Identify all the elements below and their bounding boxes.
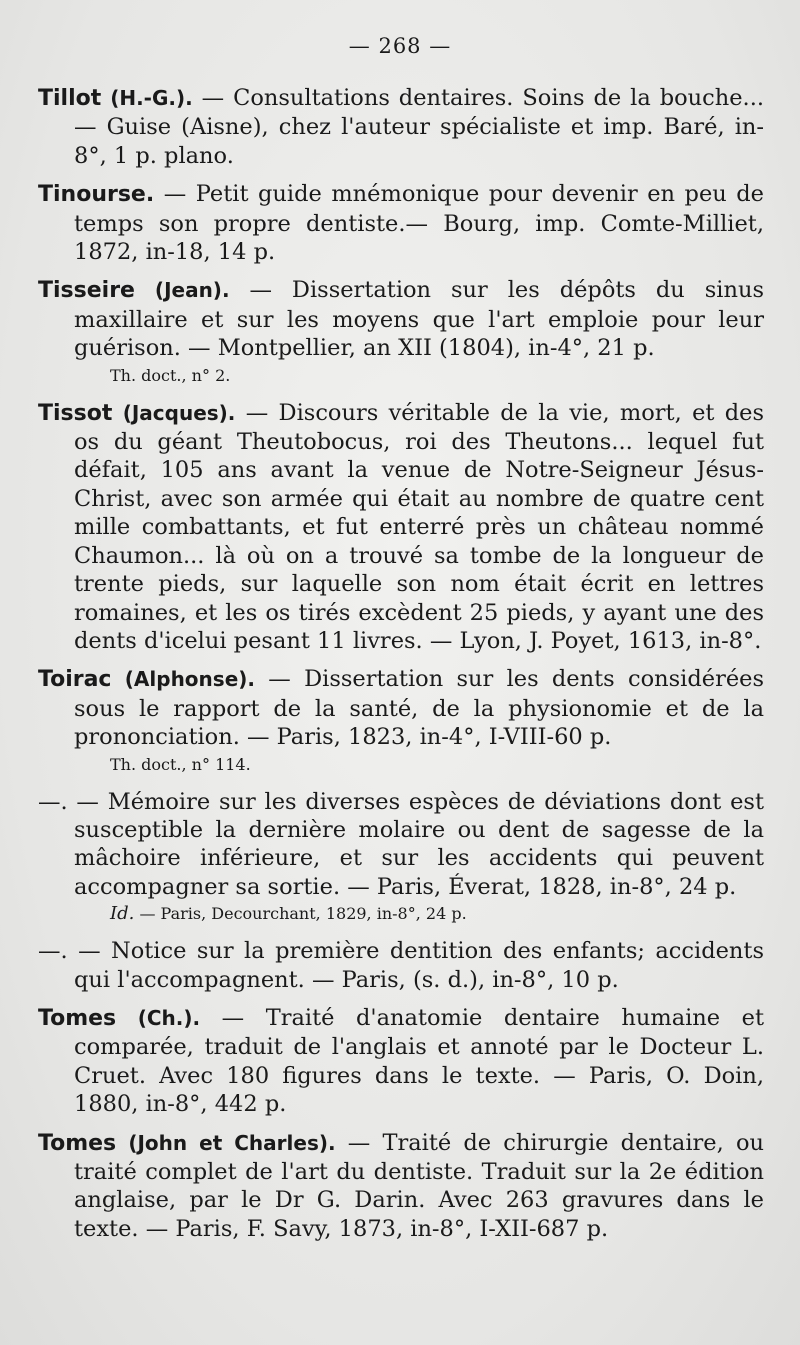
entry-author-qualifier: (John et Charles).	[128, 1130, 336, 1155]
entry-text: — Dissertation sur les dents considérées sous le rapport de la santé, de la physionomie et de la prononciation. — Paris, 1823, in-4°, I-VIII-60 p.	[74, 666, 765, 751]
entry-note	[38, 903, 764, 925]
entry-author-qualifier: (Alphonse).	[124, 667, 255, 692]
entry-note: Th. doct., n° 2.	[110, 365, 231, 385]
entry-text: —. — Mémoire sur les diverses espèces de déviations dont est susceptible la dernière molaire ou dent de sagesse de la mâchoire inférieure, et sur les accidents qui peuvent accompagner sa sortie. — Paris, Éverat, 1828, in-8°, 24 p.	[38, 788, 764, 900]
entry-text: — Dissertation sur les dépôts du sinus maxillaire et sur les moyens que l'art emploie pour leur guérison. — Montpellier, an XII (1804), in-4°, 21 p.	[74, 277, 764, 362]
entry-text: — Discours véritable de la vie, mort, et des os du géant Theutobocus, roi des Theutons... lequel fut défait, 105 ans avant la venue de Notre-Seigneur Jésus-Christ, avec son armée qui était au nombre de quatre cent mille combattants, et fut enterré près un château nommé Chaumon... là où on a trouvé sa tombe de la longueur de trente pieds, sur laquelle son nom était écrit en lettres romaines, et les os tirés excèdent 25 pieds, y ayant une des dents d'icelui pesant 11 livres. — Lyon, J. Poyet, 1613, in-8°.	[74, 399, 765, 654]
entry-author-qualifier: (Ch.).	[137, 1005, 201, 1030]
entry-text: — Traité d'anatomie dentaire humaine et comparée, traduit de l'anglais et annoté par le Docteur L. Cruet. Avec 180 figures dans le texte. — Paris, O. Doin, 1880, in-8°, 442 p.	[74, 1004, 765, 1118]
entry-author: Toirac	[38, 667, 112, 693]
entry-author: Tomes	[38, 1005, 117, 1031]
entry-text: — Consultations dentaires. Soins de la bouche... — Guise (Aisne), chez l'auteur spécialiste et imp. Baré, in-8°, 1 p. plano.	[74, 85, 764, 169]
entry-tinourse	[38, 180, 764, 266]
page-number: — 268 —	[348, 34, 452, 58]
entry-author-qualifier: (H.-G.).	[110, 86, 193, 110]
entry-author: Tillot	[38, 86, 102, 111]
entry-tomes-ch	[38, 1004, 764, 1119]
entry-author: Tinourse.	[38, 182, 155, 208]
entry-text: — Petit guide mnémonique pour devenir en peu de temps son propre dentiste.— Bourg, imp. Comte-Milliet, 1872, in-18, 14 p.	[74, 181, 764, 266]
entry-tillot	[38, 84, 764, 170]
entry-author: Tissot	[38, 400, 113, 426]
entry-note: Th. doct., n° 114.	[110, 754, 251, 774]
entry-toirac	[38, 665, 764, 751]
entry-tissot	[38, 399, 764, 656]
entry-toirac-memoire	[38, 788, 764, 902]
entry-author-qualifier: (Jean).	[154, 278, 230, 303]
entry-author-qualifier: (Jacques).	[122, 400, 236, 425]
entry-note-id: Id.	[110, 903, 135, 925]
bibliography-list	[38, 84, 764, 1253]
entry-text: — Traité de chirurgie dentaire, ou traité complet de l'art du dentiste. Traduit sur la 2e édition anglaise, par le Dr G. Darin. Avec 263 gravures dans le texte. — Paris, F. Savy, 1873, in-8°, I-XII-687 p.	[74, 1129, 764, 1242]
entry-note-text: — Paris, Decourchant, 1829, in-8°, 24 p.	[139, 904, 467, 924]
entry-author: Tisseire	[38, 278, 135, 304]
entry-tisseire	[38, 276, 764, 362]
entry-tomes-john-charles	[38, 1129, 764, 1244]
entry-text: —. — Notice sur la première dentition des enfants; accidents qui l'accompagnent. — Paris, (s. d.), in-8°, 10 p.	[38, 938, 764, 993]
entry-author: Tomes	[38, 1130, 117, 1156]
entry-toirac-notice	[38, 937, 764, 994]
